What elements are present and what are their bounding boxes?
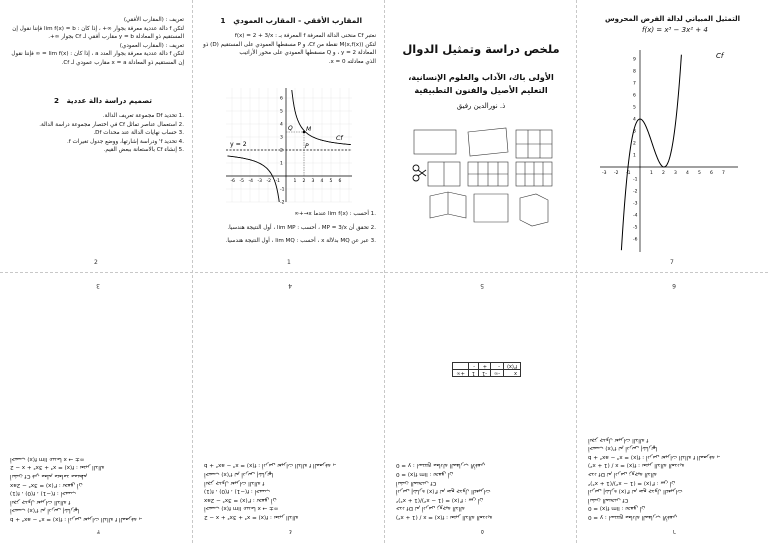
cubic-curve-label: Cf bbox=[716, 52, 724, 60]
intro-line-1: نعتبر Cf منحنى الدالة المعرفة f المعرفة بـ : f(x) = 2 + 3/x bbox=[234, 33, 376, 39]
asymptote-intro bbox=[202, 32, 376, 66]
y-tick-label: 6 bbox=[280, 96, 283, 102]
hyperbola-graph bbox=[194, 84, 384, 204]
design-section-number: 2 bbox=[54, 96, 60, 105]
design-section-heading bbox=[54, 96, 152, 105]
y-tick-label: 1 bbox=[280, 161, 283, 167]
point-P-label: P bbox=[305, 143, 309, 150]
page-number-1: 1 bbox=[287, 259, 291, 266]
step-2: .2 استعمال عناصر تماثل Cf في اختصار مجموعة دراسة الدالة. bbox=[39, 121, 184, 128]
variation-table: x -∞ -1 1 +∞ f'(x) - + - bbox=[452, 362, 521, 377]
fold-line-horizontal bbox=[0, 272, 768, 273]
page-4-number-arabic: 4 bbox=[288, 282, 292, 289]
x-tick-label: -2 bbox=[614, 171, 619, 176]
y-tick-label: -2 bbox=[633, 189, 638, 195]
x-tick-label: 5 bbox=[698, 171, 701, 176]
definition-2-text: لتكن f دالة عددية معرفة بجوار العدد a ، إذا كان : lim f(x) = ∞ فإننا نقول إن المستقيم ذو المعادلة x = a مقارب عمودي لـ Cf. bbox=[11, 51, 184, 66]
cubic-graph bbox=[578, 42, 768, 257]
definition-1-title: تعريف : (المقارب الأفقي) bbox=[123, 17, 184, 23]
y-tick-label: 8 bbox=[633, 69, 636, 75]
x-tick-label: 2 bbox=[302, 179, 306, 184]
x-tick-label: -6 bbox=[230, 179, 235, 184]
x-tick-label: 3 bbox=[311, 179, 315, 184]
asymptote-questions bbox=[200, 210, 376, 246]
page-3-upside-down bbox=[0, 274, 192, 543]
asymptote-panel bbox=[194, 0, 384, 272]
y-tick-label: 6 bbox=[633, 93, 636, 99]
y-tick-label: 4 bbox=[633, 117, 636, 123]
y-tick-label: 2 bbox=[633, 141, 636, 147]
y-tick-label: 4 bbox=[280, 122, 283, 128]
x-tick-label: 4 bbox=[686, 171, 689, 176]
asymptote-line-label: y = 2 bbox=[230, 141, 247, 148]
y-tick-label: 1 bbox=[633, 153, 636, 159]
page-5-number-arabic: 5 bbox=[480, 282, 484, 289]
x-tick-label: -1 bbox=[275, 179, 280, 184]
page-number-4: ٤ bbox=[288, 528, 292, 535]
y-tick-label: 5 bbox=[633, 105, 636, 111]
y-tick-label: -4 bbox=[633, 213, 638, 219]
intro-line-3: الذي معادلته x = 0. bbox=[328, 58, 376, 65]
cubic-curve bbox=[621, 55, 681, 251]
asymptote-heading-number: 1 bbox=[220, 16, 226, 25]
step-5: .5 إنشاء Cf بالاستعانة ببعض القيم. bbox=[103, 147, 184, 154]
y-tick-label: 7 bbox=[633, 81, 636, 87]
design-section-title: تصميم دراسة دالة عددية bbox=[66, 96, 152, 105]
page-6-number-arabic: 6 bbox=[672, 282, 676, 289]
y-tick-label: 3 bbox=[633, 129, 636, 135]
x-tick-label: 7 bbox=[722, 171, 725, 176]
book-fold-icon bbox=[474, 194, 508, 222]
step-4: .4 تحديد f' ودراسة إشارتها، ووضع جدول تغيرات f. bbox=[66, 138, 184, 145]
x-tick-label: -2 bbox=[266, 179, 271, 184]
page-6-upside-down bbox=[578, 274, 768, 543]
x-tick-label: -5 bbox=[239, 179, 244, 184]
step-1: .1 تحديد Df مجموعة تعريف الدالة. bbox=[102, 113, 184, 119]
y-tick-label: -5 bbox=[633, 225, 638, 231]
sheet-icon-2 bbox=[468, 128, 508, 156]
page-number-5: ٥ bbox=[480, 528, 484, 535]
y-tick-label: -1 bbox=[633, 177, 638, 183]
y-tick-label: 2 bbox=[280, 148, 283, 154]
cover-author: ذ. نورالدين رفيق bbox=[456, 102, 506, 110]
cover-panel bbox=[386, 0, 576, 272]
y-tick-label: -3 bbox=[633, 201, 638, 207]
question-3: .3 عبر عن MQ بدلالة x ، أحسب : lim MQ ، أول النتيجة هندسيا. bbox=[225, 238, 376, 245]
x-tick-label: 1 bbox=[293, 179, 297, 184]
page-number-2: 2 bbox=[94, 259, 98, 266]
sheet-icon-1 bbox=[414, 130, 456, 154]
graph-title: التمثيل المبياني لدالة الفرض المحروس bbox=[605, 15, 740, 23]
y-tick-label: 3 bbox=[280, 135, 283, 141]
page-4-lines: f(x) = x³ + 3x² + x − 2 : نعتبر الدالة أحسب (x)lim f عندما x → ±∞ f'(x) = 3x² − 2ax : تحقق أن f(−1) ، f(0) ، f(1) : أحسب أنجز جدول تغيرات الدالة f أحسب (x)'f ثم أدرس إشارتها f(x) = x³ − ax² + b : أدرس تغيرات الدالة f المعرفة بـ bbox=[204, 462, 336, 520]
x-tick-label: -3 bbox=[257, 179, 262, 184]
y-tick-label: -2 bbox=[280, 200, 285, 204]
page-5-lines: f(x) = x / (1 + x²) : نعتبر الدالة العددية حدد Df ثم أدرس زوجية الدالة f'(x) = (1 − x²)/(1 + x²)² : بين أن أدرس إشارة (x)'f ثم ضع جدول التغيرات أنشئ المنحنى Cf lim f(x) = 0 : تحقق أن y = 0 : استنتج معادلة المقارب الأفقي bbox=[396, 462, 493, 520]
asymptote-heading bbox=[220, 16, 362, 25]
page-number-3: ۳ bbox=[96, 528, 100, 535]
scissors-icon bbox=[413, 165, 426, 181]
intro-line-2: لتكن M(x,f(x)) نقطة من Cf، و P مسقطها العمودي على المستقيم (D) ذو المعادلة y = 2 ، و Q مسقطها العمودي على محور الأراتيب bbox=[203, 41, 376, 57]
point-M-label: M bbox=[306, 126, 312, 133]
page-6-lines: y = 0 : استنتج معادلة المقارب الأفقي lim f(x) = 0 : تحقق أن أنشئ المنحنى Cf أدرس إشارة (x)'f ثم ضع جدول التغيرات f'(x) = (1 − x²)/(1 + x²)² : بين أن حدد Df ثم أدرس زوجية الدالة f(x) = x / (1 + x²) : نعتبر الدالة العددية f(x) = x³ − ax² + b : أدرس تغيرات الدالة f المعرفة بـ أحسب (x)'f ثم أدرس إشارتها أنجز جدول تغيرات الدالة f bbox=[588, 436, 720, 520]
definitions-text bbox=[6, 16, 184, 68]
x-tick-label: 1 bbox=[650, 171, 653, 176]
folding-instructions-illustration bbox=[408, 122, 558, 232]
x-tick-label: -1 bbox=[626, 171, 631, 176]
page-number-6: ٦ bbox=[672, 528, 676, 535]
x-tick-label: -4 bbox=[248, 179, 253, 184]
definition-1-text: لتكن f دالة عددية معرفة بجوار ∞+ ، إذا كان : lim f(x) = b فإننا نقول إن المستقيم ذو المعادلة y = b مقارب أفقي لـ Cf بجوار ∞+. bbox=[12, 25, 184, 41]
definitions-panel bbox=[0, 0, 192, 272]
y-tick-label: 5 bbox=[280, 109, 283, 115]
x-tick-label: 6 bbox=[338, 179, 342, 184]
step-3: .3 حساب نهايات الدالة عند محدات Df. bbox=[93, 130, 184, 137]
graph-panel bbox=[578, 0, 768, 272]
x-tick-label: -3 bbox=[602, 171, 607, 176]
y-tick-label: -1 bbox=[280, 187, 285, 193]
page-number-7: 7 bbox=[670, 259, 674, 266]
page-3-lines: f(x) = x³ − ax² + b : أدرس تغيرات الدالة f المعرفة بـ أحسب (x)'f ثم أدرس إشارتها أنجز جدول تغيرات الدالة f f(−1) ، f(0) ، f(1) : أحسب f'(x) = 3x² − 2ax : تحقق أن أنشئ Cf في معلم متعامد ممنظم f(x) = x³ + 3x² + x − 2 : نعتبر الدالة أحسب (x)lim f عندما x → ±∞ bbox=[10, 455, 142, 522]
x-tick-label: 2 bbox=[662, 171, 665, 176]
definition-2-title: تعريف : (المقارب العمودي) bbox=[119, 42, 184, 49]
page-5-upside-down bbox=[386, 274, 576, 543]
y-tick-label: 9 bbox=[633, 57, 636, 63]
asymptote-heading-text: المقارب الأفقي - المقارب العمودي bbox=[233, 16, 362, 25]
hyperbola-curve-label: Cf bbox=[336, 135, 343, 142]
point-Q-label: Q bbox=[288, 125, 293, 132]
design-steps bbox=[6, 112, 184, 155]
cover-level: الأولى باك، الآداب والعلوم الإنسانية، bbox=[408, 72, 554, 82]
x-tick-label: 5 bbox=[329, 179, 333, 184]
question-2: .2 تحقق أن MP = 3/x ، أحسب : lim MP ، أول النتيجة هندسيا. bbox=[227, 224, 376, 231]
y-tick-label: -6 bbox=[633, 237, 638, 243]
x-tick-label: 3 bbox=[674, 171, 677, 176]
booklet-icon bbox=[520, 194, 548, 226]
page-3-number-arabic: 3 bbox=[96, 282, 100, 289]
x-tick-label: 6 bbox=[710, 171, 713, 176]
cover-level-2: التعليم الأصيل والفنون التطبيقية bbox=[414, 85, 548, 95]
point-M bbox=[303, 131, 306, 134]
question-1: .1 أحسب : lim f(x) عندما x→+∞ bbox=[294, 211, 376, 217]
page-4-upside-down bbox=[194, 274, 384, 543]
cover-title: ملخص دراسة وتمثيل الدوال bbox=[402, 42, 560, 56]
x-tick-label: 4 bbox=[320, 179, 324, 184]
graph-formula: f(x) = x³ − 3x² + 4 bbox=[642, 26, 708, 34]
